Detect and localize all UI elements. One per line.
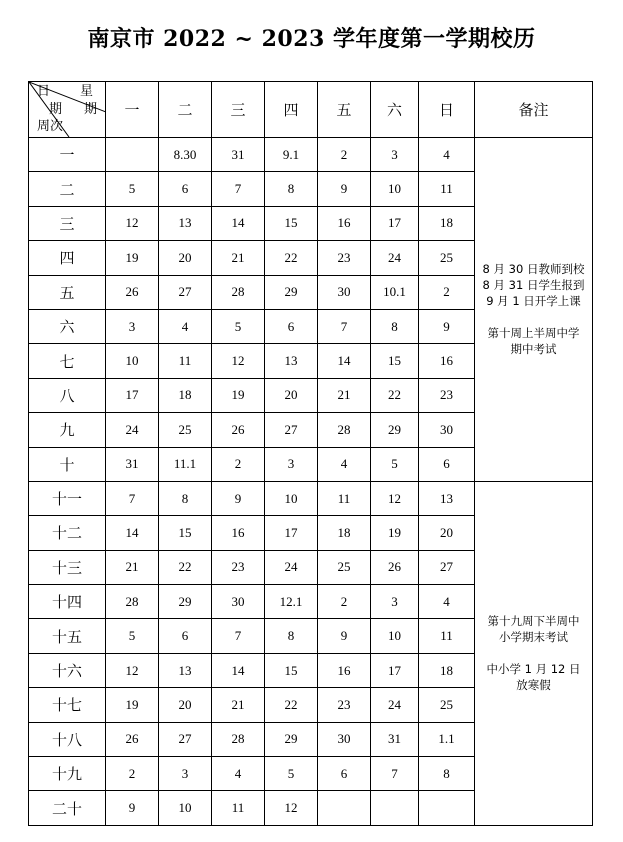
date-cell: 15 (265, 653, 318, 687)
week-label: 五 (29, 275, 106, 309)
date-cell: 12 (106, 653, 159, 687)
date-cell: 5 (265, 757, 318, 791)
week-label: 九 (29, 413, 106, 447)
date-cell: 4 (212, 757, 265, 791)
date-cell: 15 (159, 516, 212, 550)
date-cell: 8.30 (159, 138, 212, 172)
date-cell: 12 (371, 481, 419, 515)
remarks-second-half (475, 481, 593, 825)
date-cell: 2 (106, 757, 159, 791)
date-cell: 2 (419, 275, 475, 309)
date-cell: 2 (318, 585, 371, 619)
date-cell: 13 (419, 481, 475, 515)
date-cell: 21 (212, 241, 265, 275)
date-cell: 31 (371, 722, 419, 756)
date-cell: 6 (159, 172, 212, 206)
header-remarks: 备注 (475, 82, 593, 138)
date-cell: 22 (159, 550, 212, 584)
corner-header-cell (29, 82, 106, 138)
date-cell: 30 (318, 275, 371, 309)
date-cell: 10 (265, 481, 318, 515)
date-cell: 2 (212, 447, 265, 481)
week-label: 十六 (29, 653, 106, 687)
date-cell: 27 (265, 413, 318, 447)
week-label: 十四 (29, 585, 106, 619)
date-cell: 16 (212, 516, 265, 550)
date-cell: 10 (371, 619, 419, 653)
remark-line: 放寒假 (516, 678, 551, 693)
date-cell (371, 791, 419, 825)
week-label: 二十 (29, 791, 106, 825)
date-cell: 3 (106, 309, 159, 343)
remark-line: 小学期末考试 (499, 630, 568, 645)
week-label: 十 (29, 447, 106, 481)
date-cell: 22 (371, 378, 419, 412)
date-cell: 14 (106, 516, 159, 550)
date-cell: 25 (318, 550, 371, 584)
date-cell: 17 (371, 653, 419, 687)
date-cell: 19 (106, 241, 159, 275)
date-cell: 31 (106, 447, 159, 481)
date-cell: 29 (371, 413, 419, 447)
remark-line: 8 月 31 日学生报到 (482, 278, 585, 293)
date-cell: 18 (159, 378, 212, 412)
date-cell: 4 (159, 309, 212, 343)
date-cell: 12.1 (265, 585, 318, 619)
header-wednesday: 三 (212, 82, 265, 138)
date-cell: 26 (106, 722, 159, 756)
date-cell: 23 (318, 241, 371, 275)
date-cell: 21 (318, 378, 371, 412)
date-cell: 17 (106, 378, 159, 412)
week-label: 十一 (29, 481, 106, 515)
date-cell: 24 (371, 241, 419, 275)
date-cell: 9 (212, 481, 265, 515)
date-cell: 16 (318, 653, 371, 687)
date-cell: 25 (159, 413, 212, 447)
date-cell: 14 (318, 344, 371, 378)
remark-line: 中小学 1 月 12 日 (486, 662, 581, 677)
remarks-first-half (475, 138, 593, 482)
date-cell (106, 138, 159, 172)
remark-line: 第十九周下半周中 (487, 614, 580, 629)
date-cell: 12 (106, 206, 159, 240)
date-cell: 23 (419, 378, 475, 412)
date-cell: 30 (212, 585, 265, 619)
date-cell: 24 (106, 413, 159, 447)
date-cell: 12 (212, 344, 265, 378)
date-cell: 9 (318, 619, 371, 653)
date-cell: 28 (212, 275, 265, 309)
week-label: 六 (29, 309, 106, 343)
date-cell: 18 (419, 653, 475, 687)
date-cell: 5 (212, 309, 265, 343)
date-cell: 6 (419, 447, 475, 481)
date-cell: 10 (159, 791, 212, 825)
date-cell: 8 (265, 172, 318, 206)
date-cell: 17 (371, 206, 419, 240)
date-cell: 3 (265, 447, 318, 481)
date-cell: 17 (265, 516, 318, 550)
date-cell: 30 (419, 413, 475, 447)
date-cell: 22 (265, 688, 318, 722)
corner-label-day: 日 (37, 84, 51, 99)
date-cell: 21 (212, 688, 265, 722)
date-cell: 26 (371, 550, 419, 584)
date-cell: 11 (419, 619, 475, 653)
corner-label-qi-right: 期 (84, 102, 98, 117)
date-cell: 13 (159, 653, 212, 687)
date-cell: 29 (159, 585, 212, 619)
date-cell: 1.1 (419, 722, 475, 756)
date-cell: 8 (371, 309, 419, 343)
date-cell: 24 (265, 550, 318, 584)
date-cell: 7 (371, 757, 419, 791)
date-cell: 16 (419, 344, 475, 378)
date-cell: 7 (318, 309, 371, 343)
corner-label-week: 周次 (37, 119, 64, 134)
date-cell: 5 (106, 619, 159, 653)
page-title: 南京市 2022 ~ 2023 学年度第一学期校历 (87, 26, 536, 52)
header-thursday: 四 (265, 82, 318, 138)
date-cell: 27 (159, 275, 212, 309)
date-cell: 27 (419, 550, 475, 584)
week-label: 十九 (29, 757, 106, 791)
week-label: 十五 (29, 619, 106, 653)
week-label: 四 (29, 241, 106, 275)
header-friday: 五 (318, 82, 371, 138)
date-cell: 10 (371, 172, 419, 206)
week-label: 二 (29, 172, 106, 206)
date-cell (318, 791, 371, 825)
week-label: 十七 (29, 688, 106, 722)
date-cell: 20 (265, 378, 318, 412)
corner-label-qi-left: 期 (49, 102, 63, 117)
date-cell: 20 (159, 241, 212, 275)
date-cell: 8 (265, 619, 318, 653)
date-cell: 14 (212, 206, 265, 240)
date-cell: 7 (212, 619, 265, 653)
corner-label-xing: 星 (80, 84, 94, 99)
date-cell: 15 (371, 344, 419, 378)
date-cell: 6 (265, 309, 318, 343)
date-cell: 7 (212, 172, 265, 206)
date-cell: 12 (265, 791, 318, 825)
date-cell: 13 (159, 206, 212, 240)
date-cell (419, 791, 475, 825)
date-cell: 19 (106, 688, 159, 722)
remark-spacer (475, 645, 592, 661)
date-cell: 23 (212, 550, 265, 584)
week-label: 十八 (29, 722, 106, 756)
header-saturday: 六 (371, 82, 419, 138)
date-cell: 22 (265, 241, 318, 275)
date-cell: 11.1 (159, 447, 212, 481)
date-cell: 18 (318, 516, 371, 550)
week-label: 十二 (29, 516, 106, 550)
header-monday: 一 (106, 82, 159, 138)
date-cell: 4 (419, 138, 475, 172)
week-label: 七 (29, 344, 106, 378)
date-cell: 28 (212, 722, 265, 756)
remark-line: 第十周上半周中学 (487, 326, 580, 341)
date-cell: 3 (371, 138, 419, 172)
date-cell: 26 (212, 413, 265, 447)
date-cell: 11 (212, 791, 265, 825)
date-cell: 5 (371, 447, 419, 481)
date-cell: 4 (419, 585, 475, 619)
date-cell: 29 (265, 275, 318, 309)
remark-spacer (475, 309, 592, 325)
date-cell: 8 (419, 757, 475, 791)
date-cell: 2 (318, 138, 371, 172)
week-label: 十三 (29, 550, 106, 584)
date-cell: 4 (318, 447, 371, 481)
date-cell: 9 (318, 172, 371, 206)
date-cell: 10 (106, 344, 159, 378)
week-label: 一 (29, 138, 106, 172)
remark-line: 期中考试 (510, 342, 557, 357)
school-calendar-table (28, 81, 593, 826)
date-cell: 9.1 (265, 138, 318, 172)
remark-line: 8 月 30 日教师到校 (482, 262, 585, 277)
date-cell: 28 (106, 585, 159, 619)
table-row (29, 138, 593, 172)
date-cell: 9 (106, 791, 159, 825)
table-row (29, 481, 593, 515)
date-cell: 6 (318, 757, 371, 791)
date-cell: 11 (419, 172, 475, 206)
date-cell: 24 (371, 688, 419, 722)
header-sunday: 日 (419, 82, 475, 138)
date-cell: 3 (371, 585, 419, 619)
date-cell: 3 (159, 757, 212, 791)
date-cell: 16 (318, 206, 371, 240)
date-cell: 20 (419, 516, 475, 550)
date-cell: 27 (159, 722, 212, 756)
date-cell: 21 (106, 550, 159, 584)
date-cell: 20 (159, 688, 212, 722)
date-cell: 8 (159, 481, 212, 515)
date-cell: 11 (318, 481, 371, 515)
date-cell: 18 (419, 206, 475, 240)
date-cell: 25 (419, 688, 475, 722)
date-cell: 11 (159, 344, 212, 378)
remark-line: 9 月 1 日开学上课 (486, 294, 581, 309)
date-cell: 14 (212, 653, 265, 687)
date-cell: 28 (318, 413, 371, 447)
date-cell: 9 (419, 309, 475, 343)
date-cell: 26 (106, 275, 159, 309)
date-cell: 10.1 (371, 275, 419, 309)
date-cell: 19 (371, 516, 419, 550)
date-cell: 7 (106, 481, 159, 515)
date-cell: 23 (318, 688, 371, 722)
date-cell: 19 (212, 378, 265, 412)
date-cell: 6 (159, 619, 212, 653)
calendar-body (29, 138, 593, 826)
week-label: 三 (29, 206, 106, 240)
date-cell: 29 (265, 722, 318, 756)
header-tuesday: 二 (159, 82, 212, 138)
date-cell: 31 (212, 138, 265, 172)
date-cell: 13 (265, 344, 318, 378)
date-cell: 25 (419, 241, 475, 275)
date-cell: 15 (265, 206, 318, 240)
header-row (29, 82, 593, 138)
date-cell: 5 (106, 172, 159, 206)
week-label: 八 (29, 378, 106, 412)
date-cell: 30 (318, 722, 371, 756)
